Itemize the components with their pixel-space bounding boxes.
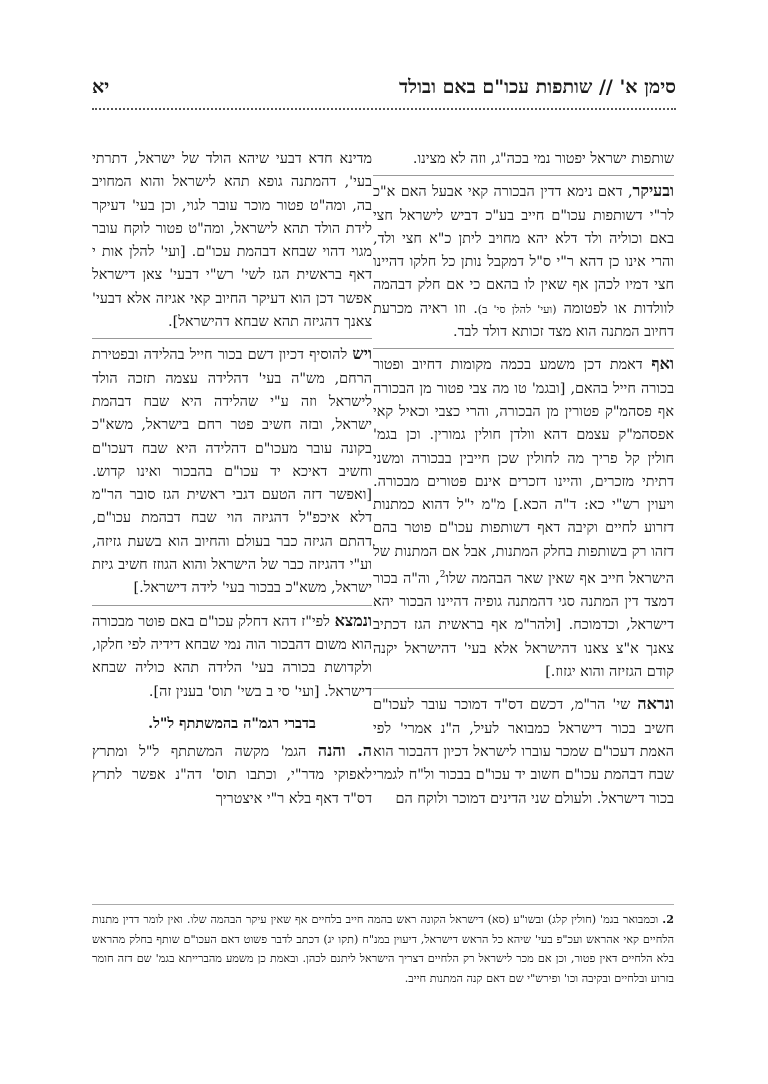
cross-reference-note: (ועי' להלן סי' ב) xyxy=(477,302,557,316)
paragraph-text: וולדות או לפטומה xyxy=(563,300,668,317)
paragraph-text: . וזו ראיה מכרעת דחיוב המתנה הוא מצד זכותא דולד לבד. xyxy=(373,300,674,341)
paragraph xyxy=(92,148,372,334)
paragraph xyxy=(92,739,372,811)
paragraph-lead-word: ואף xyxy=(651,354,674,374)
paragraph-text: להוסיף דכיון דשם בכור חייל בהלידה ובפטירת הרחם, מש"ה בעי' דהלידה עצמה תזכה הולד לישראל וזה ע"י שהלידה היא שבח דבהמת ישראל, ובזה חשיב פטר רחם בישראל, משא"כ בקונה עובר מעכו"ם דהלידה היא שבח דעכו"ם וחשיב דאיכא יד עכו"ם בהבכור ואינו קדוש. [ואפשר דזה הטעם דגבי ראשית הגז סובר הר"מ דלא איכפ"ל דהגיזה הוי שבח דבהמת עכו"ם, דהתם הגיזה כבר בעולם והחיוב הוא בשעת גזיזה, וע"י דהגיזה כבר של הישראל והוא הגוזז חשיב גיזת ישראל, משא"כ בבכור בעי' לידה דישראל.] xyxy=(92,347,372,597)
paragraph xyxy=(92,338,372,600)
paragraph xyxy=(373,175,674,344)
paragraph-text: שי' הר"מ, דכשם דס"ד דמוכר עובר לעכו"ם חשיב בכור דישראל כמבואר לעיל, ה"נ אמרי' לפי האמת דעכו"ם שמכר עוברו לישראל דכיון דהבכור הוא שבח דבהמת עכו"ם חשוב יד עכו"ם בבכור ול"ח לגמרי בכור דישראל. ולעולם שני הדינים דמוכר ולוקח הם xyxy=(373,697,674,807)
paragraph-text: דאמת דכן משמע בכמה מקומות דחיוב ופטור בכורה חייל בהאם, [ובגמ' טו מה צבי פטור מן הבכורה אף פסהמ"ק פטורין מן הבכורה, והרי כצבי וכאיל קאי אפסהמ"ק עצמם דהא וולדן חולין גמורין. וכן בגמ' חולין קל פריך מה לחולין שכן חייבין בבכורה ומשני דתיתי מזכרים, והיינו דזכרים אינם פטורים מבכורה. ויעוין רש"י כא: ד"ה הכא.] מ"מ י"ל דהוא כמתנות דזרוע לחיים וקיבה דאף דשותפות עכו"ם פוטר בהם דזהו רק בשותפות בחלק המתנות, אבל אם המתנות של הישראל חייב אף שאין שאר הבהמה שלו xyxy=(373,357,674,587)
page-number: יא xyxy=(92,76,110,98)
right-column xyxy=(373,148,674,815)
footnote-number: 2. xyxy=(662,912,674,926)
paragraph-lead-word: ונמצא xyxy=(334,610,372,630)
footnote-divider xyxy=(92,904,674,905)
paragraph-text: שותפות ישראל יפטור נמי בכה"ג, וזה לא מצינו. xyxy=(412,151,674,167)
footnote xyxy=(92,910,674,988)
footnote-text: וכמבואר בגמ' (חולין קלג) ובשו"ע (סא) דישראל הקונה ראש בהמה חייב בלחיים אף שאין עיקר הבהמה שלו. ואין לומר דדין מתנות הלחיים קאי אהראש ועכ"פ בעי' שיהא כל הראש דישראל, דיעוין במנ"ח (תקו יג) דכתב לדבר פשוט דאם העכו"ם שותף בחלק מהראש בלא הלחיים דאין פטור, וכן אם מכר לישראל רק הלחיים דצריך הישראל ליתנם לכהן. ובאמת כן משמע מהברייתא בגמ' שם דזה חומר בזרוע ובלחיים ובקיבה וכו' ופירש"י שם דאם קנה המתנות חייב. xyxy=(92,913,674,985)
footnotes xyxy=(92,910,674,992)
section-letter: ה. xyxy=(357,741,372,761)
paragraph-text: מדינא חדא דבעי שיהא הולד של ישראל, דתרתי בעי', דהמתנה גופא תהא לישראל והוא המחויב בה, ומה"ט פטור מוכר עובר לגוי, וכן בעי' דעיקר לידת הולד תהא לישראל, ומה"ט פטור לוקח עובר מגוי דהוי שבחא דבהמת עכו"ם. [ועי' להלן אות י דאף בראשית הגז לשי' רש"י דבעי' צאן דישראל אפשר דכן הוא דעיקר החיוב קאי אגיזה אלא דבעי' צאנך דהגיזה תהא שבחא דהישראל]. xyxy=(92,151,372,331)
paragraph-lead-word: ונראה xyxy=(637,694,674,714)
running-header xyxy=(92,76,676,110)
paragraph-lead-word: והנה xyxy=(317,741,346,761)
paragraph-lead-word: ובעיקר xyxy=(632,181,674,201)
paragraph xyxy=(373,148,674,171)
paragraph-text: , וה"ה בכור דמצד דין המתנה סגי דהמתנה גופיה דהיינו הבכור יהא דישראל, וכדמוכח. [ולהר"מ אף בראשית הגז דכתיב צאנך א"צ צאנו דהישראל אלא בעי' דהישראל יקנה קודם הגזיזה והוא יגזוז.] xyxy=(373,570,674,681)
header-dotted-rule xyxy=(92,108,676,110)
paragraph xyxy=(373,688,674,810)
paragraph xyxy=(92,605,372,704)
section-subheading: בדברי רגמ"ה בהמשתתף ל"ל. xyxy=(148,714,316,732)
running-title: סימן א' // שותפות עכו"ם באם ובולד xyxy=(399,76,676,98)
paragraph-lead-word: ויש xyxy=(352,344,372,364)
paragraph-text: לפי"ז דהא דחלק עכו"ם באם פוטר מבכורה הוא משום דהבכור הוה נמי שבחא דידיה לפי חלקו, ולקדושת בכורה בעי' הלידה תהא כוליה שבחא דישראל. [ועי' סי ב בשי' תוס' בענין זה]. xyxy=(92,613,372,700)
left-column xyxy=(92,148,372,815)
footnote-marker[interactable]: 2 xyxy=(439,570,446,581)
paragraph-text: , דאם נימא דדין הבכורה קאי אבעל האם א"כ לר"י דשותפות עכו"ם חייב בע"כ דביש לישראל חצי באם וכוליה ולד דלא יהא מחויב ליתן כ"א חצי ולד, והרי אינו כן דהא ר"י ס"ל דמקבל נותן כל חלקו דהיינו חצי דמיו לכהן אף שאין לו בהאם כי אם חלק דבהמה ל xyxy=(373,184,674,317)
paragraph xyxy=(373,348,674,684)
paragraph-text: הגמ' מקשה המשתתף ל"ל ומתרץ לאפוקי מדר"י, וכתבו תוס' דה"נ אפשר לתרץ דס"ד דאף בלא ר"י איצטריך xyxy=(92,744,372,807)
